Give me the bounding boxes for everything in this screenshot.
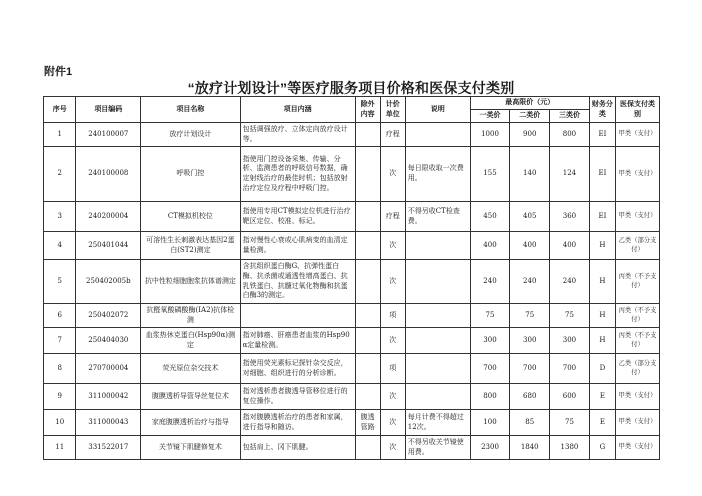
cell-code: 250401044 (76, 232, 141, 260)
cell-price-class3: 700 (550, 354, 590, 384)
cell-price-class3: 75 (550, 410, 590, 436)
cell-unit: 次 (380, 147, 405, 202)
cell-content: 指使用门控设备采集、传输、分析、监测患者的呼吸信号数据，确定射线治疗的最佳时机；包括放射治疗定位及疗程中呼吸门控。 (240, 147, 355, 202)
table-row (44, 410, 660, 436)
cell-price-class2: 400 (510, 232, 550, 260)
header-note: 说明 (405, 97, 470, 123)
cell-code: 250402005b (76, 260, 141, 304)
table-row (44, 123, 660, 147)
header-class3: 三类价 (550, 110, 590, 123)
cell-price-class1: 300 (470, 328, 510, 354)
cell-seq: 2 (44, 147, 76, 202)
cell-insurance: 甲类（支付） (615, 436, 659, 460)
header-class2: 二类价 (510, 110, 550, 123)
cell-seq: 4 (44, 232, 76, 260)
table-row (44, 260, 660, 304)
cell-price-class1: 75 (470, 304, 510, 328)
cell-code: 240100007 (76, 123, 141, 147)
cell-finance: EI (589, 202, 615, 232)
cell-insurance: 甲类（支付） (615, 123, 659, 147)
cell-content: 包括肩上、冈下肌腱。 (240, 436, 355, 460)
header-name: 项目名称 (141, 97, 240, 123)
cell-note (405, 123, 470, 147)
cell-note: 每月计费不得超过12次。 (405, 410, 470, 436)
cell-price-class3: 360 (550, 202, 590, 232)
cell-seq: 9 (44, 384, 76, 410)
cell-note: 不得另收关节镜使用费。 (405, 436, 470, 460)
cell-price-class2: 75 (510, 304, 550, 328)
cell-price-class2: 140 (510, 147, 550, 202)
cell-note (405, 354, 470, 384)
cell-price-class3: 600 (550, 384, 590, 410)
cell-note (405, 328, 470, 354)
cell-price-class1: 100 (470, 410, 510, 436)
cell-seq: 7 (44, 328, 76, 354)
header-finance: 财务分类 (589, 97, 615, 123)
cell-content: 指对腹膜透析治疗的患者和家属，进行指导和随访。 (240, 410, 355, 436)
cell-price-class1: 1000 (470, 123, 510, 147)
header-content: 项目内涵 (240, 97, 355, 123)
cell-price-class2: 240 (510, 260, 550, 304)
price-table (43, 96, 660, 460)
cell-unit: 次 (380, 328, 405, 354)
cell-seq: 10 (44, 410, 76, 436)
cell-price-class2: 1840 (510, 436, 550, 460)
cell-content: 指对慢性心衰或心肌病变的血清定量检测。 (240, 232, 355, 260)
cell-price-class1: 155 (470, 147, 510, 202)
cell-price-class2: 700 (510, 354, 550, 384)
cell-insurance: 甲类（支付） (615, 202, 659, 232)
header-insurance: 医保支付类别 (615, 97, 659, 123)
cell-seq: 1 (44, 123, 76, 147)
cell-code: 270700004 (76, 354, 141, 384)
cell-name: 放疗计划设计 (141, 123, 240, 147)
cell-code: 240200004 (76, 202, 141, 232)
cell-content: 指使用荧光素标记探针杂交反应，对细胞、组织进行的分析诊断。 (240, 354, 355, 384)
cell-name: 可溶性生长刺激表达基因2蛋白(ST2)测定 (141, 232, 240, 260)
cell-price-class3: 240 (550, 260, 590, 304)
cell-price-class1: 400 (470, 232, 510, 260)
cell-content: 含抗组织蛋白酶G、抗弹性蛋白酶、抗杀菌或通透性增高蛋白、抗乳铁蛋白、抗髓过氧化物酶和抗蛋白酶3的测定。 (240, 260, 355, 304)
cell-insurance: 乙类（部分支付） (615, 354, 659, 384)
cell-finance: E (589, 410, 615, 436)
cell-note: 不得另收CT检查费。 (405, 202, 470, 232)
cell-content (240, 304, 355, 328)
cell-unit: 次 (380, 260, 405, 304)
cell-note (405, 384, 470, 410)
table-row (44, 147, 660, 202)
attachment-label: 附件1 (44, 66, 73, 78)
cell-content: 指对透析患者腹透导管移位进行的复位操作。 (240, 384, 355, 410)
cell-price-class1: 240 (470, 260, 510, 304)
cell-finance: E (589, 384, 615, 410)
cell-price-class1: 800 (470, 384, 510, 410)
cell-excluded (355, 260, 380, 304)
cell-excluded (355, 436, 380, 460)
cell-name: CT模拟机校位 (141, 202, 240, 232)
cell-excluded (355, 304, 380, 328)
cell-name: 抗醛氧酸磷酸酶(IA2)抗体检测 (141, 304, 240, 328)
cell-excluded (355, 123, 380, 147)
cell-insurance: 乙类（部分支付） (615, 232, 659, 260)
cell-insurance: 丙类（不予支付） (615, 304, 659, 328)
cell-name: 关节镜下肌腱修复术 (141, 436, 240, 460)
cell-content: 指对肺癌、肝癌患者血浆的Hsp90α定量检测。 (240, 328, 355, 354)
cell-excluded (355, 384, 380, 410)
cell-price-class1: 2300 (470, 436, 510, 460)
cell-note (405, 232, 470, 260)
cell-price-class3: 1380 (550, 436, 590, 460)
cell-name: 血浆热休克蛋白(Hsp90α)测定 (141, 328, 240, 354)
cell-price-class3: 75 (550, 304, 590, 328)
cell-insurance: 甲类（支付） (615, 410, 659, 436)
cell-price-class3: 800 (550, 123, 590, 147)
header-code: 项目编码 (76, 97, 141, 123)
cell-code: 250402072 (76, 304, 141, 328)
table-row (44, 354, 660, 384)
cell-unit: 次 (380, 410, 405, 436)
header-excluded: 除外内容 (355, 97, 380, 123)
table-row (44, 232, 660, 260)
cell-price-class3: 400 (550, 232, 590, 260)
cell-price-class2: 85 (510, 410, 550, 436)
document-title: “放疗计划设计”等医疗服务项目价格和医保支付类别 (187, 80, 515, 96)
header-class1: 一类价 (470, 110, 510, 123)
cell-price-class2: 405 (510, 202, 550, 232)
cell-excluded (355, 147, 380, 202)
cell-excluded (355, 232, 380, 260)
cell-code: 331522017 (76, 436, 141, 460)
cell-finance: EI (589, 147, 615, 202)
cell-note: 每日限收取一次费用。 (405, 147, 470, 202)
cell-unit: 次 (380, 384, 405, 410)
header-seq: 序号 (44, 97, 76, 123)
cell-price-class2: 300 (510, 328, 550, 354)
cell-name: 呼吸门控 (141, 147, 240, 202)
cell-insurance: 丙类（不予支付） (615, 328, 659, 354)
cell-seq: 3 (44, 202, 76, 232)
cell-price-class1: 450 (470, 202, 510, 232)
cell-finance: H (589, 328, 615, 354)
header-unit: 计价单位 (380, 97, 405, 123)
cell-content: 包括调强放疗、立体定向放疗设计等。 (240, 123, 355, 147)
cell-note (405, 260, 470, 304)
cell-excluded (355, 328, 380, 354)
table-row (44, 384, 660, 410)
cell-unit: 项 (380, 304, 405, 328)
cell-note (405, 304, 470, 328)
cell-excluded (355, 354, 380, 384)
cell-price-class2: 900 (510, 123, 550, 147)
table-body (44, 123, 660, 460)
cell-unit: 项 (380, 354, 405, 384)
cell-finance: H (589, 232, 615, 260)
cell-finance: H (589, 304, 615, 328)
cell-finance: D (589, 354, 615, 384)
cell-price-class3: 300 (550, 328, 590, 354)
cell-unit: 次 (380, 232, 405, 260)
cell-code: 311000042 (76, 384, 141, 410)
cell-excluded (355, 202, 380, 232)
cell-insurance: 甲类（支付） (615, 384, 659, 410)
table-row (44, 436, 660, 460)
cell-name: 荧光原位杂交技术 (141, 354, 240, 384)
cell-seq: 6 (44, 304, 76, 328)
cell-code: 240100008 (76, 147, 141, 202)
cell-content: 指使用专用CT模拟定位机进行治疗靶区定位、校准、标记。 (240, 202, 355, 232)
cell-finance: G (589, 436, 615, 460)
table-row (44, 202, 660, 232)
table-row (44, 328, 660, 354)
table-row (44, 304, 660, 328)
cell-name: 家庭腹膜透析治疗与指导 (141, 410, 240, 436)
cell-code: 250404030 (76, 328, 141, 354)
cell-price-class2: 680 (510, 384, 550, 410)
cell-price-class3: 124 (550, 147, 590, 202)
cell-unit: 疗程 (380, 202, 405, 232)
cell-unit: 疗程 (380, 123, 405, 147)
cell-seq: 5 (44, 260, 76, 304)
cell-finance: H (589, 260, 615, 304)
cell-price-class1: 700 (470, 354, 510, 384)
cell-seq: 8 (44, 354, 76, 384)
header-max-price: 最高限价（元） (470, 97, 589, 110)
cell-code: 311000043 (76, 410, 141, 436)
cell-insurance: 丙类（不予支付） (615, 260, 659, 304)
cell-unit: 次 (380, 436, 405, 460)
cell-excluded: 腹透管路 (355, 410, 380, 436)
cell-seq: 11 (44, 436, 76, 460)
cell-name: 抗中性粒细胞胞浆抗体谱测定 (141, 260, 240, 304)
cell-finance: EI (589, 123, 615, 147)
cell-insurance: 甲类（支付） (615, 147, 659, 202)
table-header (44, 97, 660, 123)
cell-name: 腹膜透析导管导丝复位术 (141, 384, 240, 410)
